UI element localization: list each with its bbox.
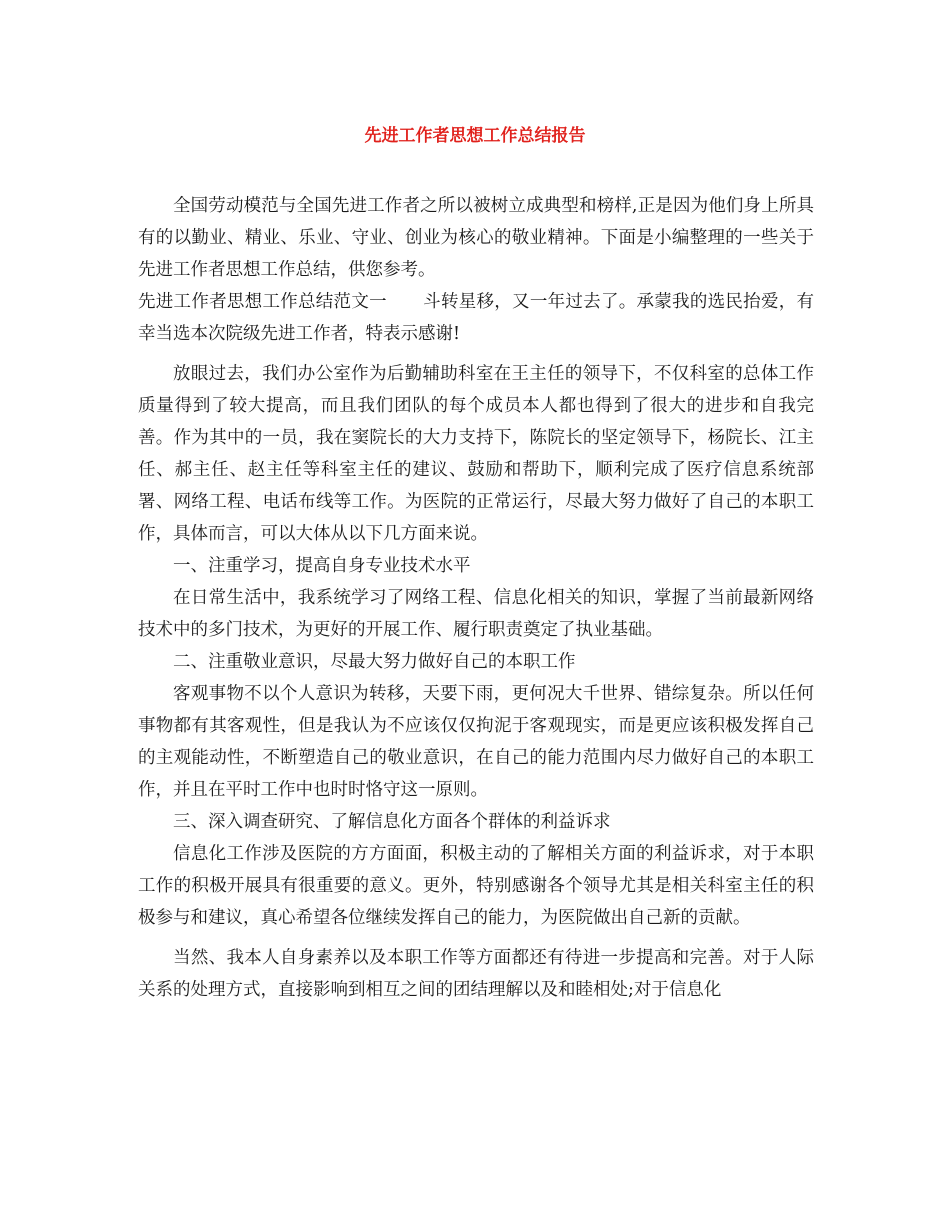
body-paragraph: 客观事物不以个人意识为转移，天要下雨，更何况大千世界、错综复杂。所以任何事物都有其客观性，但是我认为不应该仅仅拘泥于客观现实，而是更应该积极发挥自己的主观能动性，不断塑造自己的敬业意识，在自己的能力范围内尽力做好自己的本职工作，并且在平时工作中也时时恪守这一原则。 [138,684,814,800]
document-body [138,190,814,1006]
body-paragraph: 在日常生活中，我系统学习了网络工程、信息化相关的知识，掌握了当前最新网络技术中的多门技术，为更好的开展工作、履行职责奠定了执业基础。 [138,588,814,640]
section-heading: 先进工作者思想工作总结范文一 [138,292,387,312]
intro-paragraph: 全国劳动模范与全国先进工作者之所以被树立成典型和榜样,正是因为他们身上所具有的以勤业、精业、乐业、守业、创业为核心的敬业精神。下面是小编整理的一些关于先进工作者思想工作总结，供您参考。 [138,196,814,280]
section-heading-paragraph [138,286,814,350]
opening-sentence: 斗转星移，又一年过去了。承蒙我的选民抬爱，有幸当选本次院级先进工作者，特表示感谢! [138,292,815,344]
subheading-3: 三、深入调查研究、了解信息化方面各个群体的利益诉求 [173,812,611,832]
subheading-1: 一、注重学习，提高自身专业技术水平 [173,556,471,576]
body-paragraph-last: 当然、我本人自身素养以及本职工作等方面都还有待进一步提高和完善。对于人际关系的处理方式，直接影响到相互之间的团结理解以及和睦相处;对于信息化 [138,948,814,1000]
body-paragraph: 放眼过去，我们办公室作为后勤辅助科室在王主任的领导下，不仅科室的总体工作质量得到了较大提高，而且我们团队的每个成员本人都也得到了很大的进步和自我完善。作为其中的一员，我在窦院长的大力支持下，陈院长的坚定领导下，杨院长、江主任、郝主任、赵主任等科室主任的建议、鼓励和帮助下，顺利完成了医疗信息系统部署、网络工程、电话布线等工作。为医院的正常运行，尽最大努力做好了自己的本职工作，具体而言，可以大体从以下几方面来说。 [138,364,814,544]
document-title: 先进工作者思想工作总结报告 [364,126,586,146]
body-paragraph: 信息化工作涉及医院的方方面面，积极主动的了解相关方面的利益诉求，对于本职工作的积极开展具有很重要的意义。更外，特别感谢各个领导尤其是相关科室主任的积极参与和建议，真心希望各位继续发挥自己的能力，为医院做出自己新的贡献。 [138,844,814,928]
subheading-2: 二、注重敬业意识，尽最大努力做好自己的本职工作 [173,652,576,672]
